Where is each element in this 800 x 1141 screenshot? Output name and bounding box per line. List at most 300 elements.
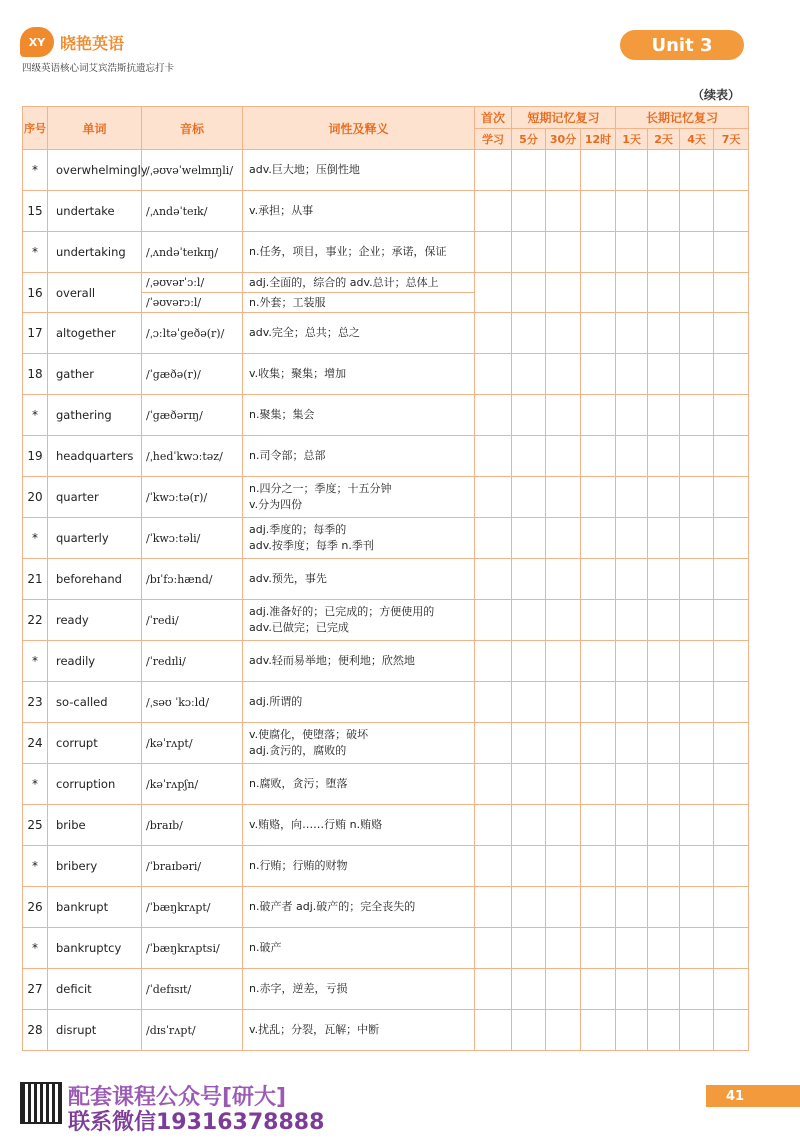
row-definition: [243, 518, 475, 559]
review-checkbox-cell: [546, 436, 581, 477]
review-checkbox-cell: [581, 928, 616, 969]
definition-line: adj.全面的，综合的 adv.总计；总体上: [249, 275, 439, 289]
table-row: [23, 150, 749, 191]
table-row: [23, 805, 749, 846]
row-phonetic: /ˈdefɪsɪt/: [142, 969, 243, 1010]
review-checkbox-cell: [512, 887, 546, 928]
review-checkbox-cell: [714, 395, 749, 436]
review-checkbox-cell: [680, 395, 714, 436]
logo-text: 晓艳英语: [60, 33, 125, 53]
review-checkbox-cell: [475, 846, 512, 887]
review-checkbox-cell: [616, 232, 648, 273]
row-phonetic: /ˌəʊvərˈɔːl/: [142, 273, 243, 293]
review-checkbox-cell: [581, 805, 616, 846]
table-row: [23, 354, 749, 395]
review-checkbox-cell: [546, 559, 581, 600]
review-checkbox-cell: [546, 191, 581, 232]
col-long-7d: 7天: [714, 129, 749, 150]
row-definition: [243, 764, 475, 805]
logo-mark: XY: [20, 27, 54, 57]
review-checkbox-cell: [581, 436, 616, 477]
row-definition: [243, 1010, 475, 1051]
row-phonetic: /ˌhedˈkwɔːtəz/: [142, 436, 243, 477]
review-checkbox-cell: [680, 887, 714, 928]
row-word: gather: [48, 354, 142, 395]
row-word: disrupt: [48, 1010, 142, 1051]
table-row: [23, 969, 749, 1010]
row-phonetic: /dɪsˈrʌpt/: [142, 1010, 243, 1051]
row-number: *: [23, 846, 48, 887]
row-number: *: [23, 150, 48, 191]
review-checkbox-cell: [512, 436, 546, 477]
review-checkbox-cell: [714, 1010, 749, 1051]
row-phonetic-alt: /ˈəʊvərɔːl/: [142, 293, 243, 313]
review-checkbox-cell: [581, 559, 616, 600]
vocab-table: [22, 106, 749, 1051]
definition-line: v.分为四份: [249, 498, 303, 511]
review-checkbox-cell: [680, 764, 714, 805]
review-checkbox-cell: [714, 641, 749, 682]
review-checkbox-cell: [648, 846, 680, 887]
row-definition: [243, 887, 475, 928]
review-checkbox-cell: [714, 354, 749, 395]
row-number: 20: [23, 477, 48, 518]
review-checkbox-cell: [648, 150, 680, 191]
review-checkbox-cell: [680, 150, 714, 191]
col-definition: 词性及释义: [243, 107, 475, 150]
definition-line: adv.预先，事先: [249, 572, 327, 585]
table-row: [23, 559, 749, 600]
review-checkbox-cell: [546, 313, 581, 354]
row-definition: [243, 232, 475, 273]
review-checkbox-cell: [475, 969, 512, 1010]
review-checkbox-cell: [648, 395, 680, 436]
review-checkbox-cell: [512, 273, 546, 313]
review-checkbox-cell: [680, 723, 714, 764]
table-row: [23, 641, 749, 682]
review-checkbox-cell: [714, 600, 749, 641]
review-checkbox-cell: [714, 928, 749, 969]
review-checkbox-cell: [512, 150, 546, 191]
col-seq: 序号: [23, 107, 48, 150]
review-checkbox-cell: [475, 477, 512, 518]
review-checkbox-cell: [546, 1010, 581, 1051]
row-definition: [243, 600, 475, 641]
row-phonetic: /ˈkwɔːtə(r)/: [142, 477, 243, 518]
row-phonetic: /ˈbraɪbəri/: [142, 846, 243, 887]
review-checkbox-cell: [616, 887, 648, 928]
review-checkbox-cell: [581, 764, 616, 805]
review-checkbox-cell: [680, 600, 714, 641]
review-checkbox-cell: [475, 887, 512, 928]
review-checkbox-cell: [648, 723, 680, 764]
row-number: 27: [23, 969, 48, 1010]
review-checkbox-cell: [680, 191, 714, 232]
review-checkbox-cell: [475, 150, 512, 191]
row-phonetic: /ˈredɪli/: [142, 641, 243, 682]
review-checkbox-cell: [714, 150, 749, 191]
row-phonetic: /ˈgæðərɪŋ/: [142, 395, 243, 436]
definition-line: adj.所谓的: [249, 695, 303, 708]
row-word: ready: [48, 600, 142, 641]
review-checkbox-cell: [714, 682, 749, 723]
review-checkbox-cell: [648, 191, 680, 232]
unit-badge: Unit 3: [620, 30, 744, 60]
definition-line: n.任务，项目，事业；企业；承诺，保证: [249, 245, 447, 258]
row-phonetic: /ˌɔːltəˈgeðə(r)/: [142, 313, 243, 354]
row-number: 23: [23, 682, 48, 723]
review-checkbox-cell: [512, 928, 546, 969]
review-checkbox-cell: [546, 477, 581, 518]
review-checkbox-cell: [475, 559, 512, 600]
review-checkbox-cell: [475, 191, 512, 232]
definition-line: adv.已做完；已完成: [249, 621, 349, 634]
row-number: 26: [23, 887, 48, 928]
review-checkbox-cell: [680, 518, 714, 559]
row-number: 17: [23, 313, 48, 354]
review-checkbox-cell: [680, 969, 714, 1010]
review-checkbox-cell: [581, 723, 616, 764]
review-checkbox-cell: [714, 518, 749, 559]
definition-line: n.腐败，贪污；堕落: [249, 777, 348, 790]
row-phonetic: /ˈgæðə(r)/: [142, 354, 243, 395]
row-definition: [243, 313, 475, 354]
review-checkbox-cell: [581, 354, 616, 395]
row-phonetic: /kəˈrʌpʃn/: [142, 764, 243, 805]
review-checkbox-cell: [616, 969, 648, 1010]
col-short-30min: 30分: [546, 129, 581, 150]
table-row: [23, 928, 749, 969]
row-word: bribery: [48, 846, 142, 887]
review-checkbox-cell: [581, 477, 616, 518]
row-number: 21: [23, 559, 48, 600]
definition-line: n.赤字，逆差，亏损: [249, 982, 348, 995]
review-checkbox-cell: [512, 641, 546, 682]
row-phonetic: /ˌʌndəˈteɪk/: [142, 191, 243, 232]
col-short-12h: 12时: [581, 129, 616, 150]
row-number: *: [23, 764, 48, 805]
review-checkbox-cell: [648, 232, 680, 273]
definition-line: adv.巨大地；压倒性地: [249, 163, 360, 176]
review-checkbox-cell: [546, 969, 581, 1010]
row-number: *: [23, 928, 48, 969]
row-definition: [243, 969, 475, 1010]
definition-line: adv.按季度；每季 n.季刊: [249, 539, 374, 552]
row-word: bankrupt: [48, 887, 142, 928]
definition-line: n.聚集；集会: [249, 408, 315, 421]
review-checkbox-cell: [475, 1010, 512, 1051]
review-checkbox-cell: [714, 273, 749, 313]
row-definition: [243, 150, 475, 191]
review-checkbox-cell: [512, 354, 546, 395]
review-checkbox-cell: [680, 273, 714, 313]
review-checkbox-cell: [512, 395, 546, 436]
definition-line: n.外套；工装服: [249, 295, 326, 309]
review-checkbox-cell: [475, 682, 512, 723]
review-checkbox-cell: [616, 805, 648, 846]
row-word: undertaking: [48, 232, 142, 273]
review-checkbox-cell: [546, 273, 581, 313]
definition-line: n.行贿；行贿的财物: [249, 859, 348, 872]
row-phonetic: /ˈkwɔːtəli/: [142, 518, 243, 559]
row-word: readily: [48, 641, 142, 682]
review-checkbox-cell: [680, 1010, 714, 1051]
review-checkbox-cell: [581, 518, 616, 559]
review-checkbox-cell: [546, 150, 581, 191]
review-checkbox-cell: [648, 559, 680, 600]
table-row: [23, 395, 749, 436]
review-checkbox-cell: [512, 846, 546, 887]
review-checkbox-cell: [475, 805, 512, 846]
review-checkbox-cell: [581, 600, 616, 641]
col-long-review: 长期记忆复习: [616, 107, 749, 129]
review-checkbox-cell: [512, 764, 546, 805]
row-number: 15: [23, 191, 48, 232]
definition-line: v.扰乱；分裂，瓦解；中断: [249, 1023, 380, 1036]
review-checkbox-cell: [581, 969, 616, 1010]
row-phonetic: /ˌʌndəˈteɪkɪŋ/: [142, 232, 243, 273]
row-definition: [243, 723, 475, 764]
review-checkbox-cell: [616, 682, 648, 723]
review-checkbox-cell: [475, 436, 512, 477]
row-definition: [243, 805, 475, 846]
review-checkbox-cell: [616, 928, 648, 969]
review-checkbox-cell: [546, 928, 581, 969]
row-number: *: [23, 232, 48, 273]
review-checkbox-cell: [680, 846, 714, 887]
table-row: [23, 313, 749, 354]
review-checkbox-cell: [475, 232, 512, 273]
row-definition: [243, 846, 475, 887]
review-checkbox-cell: [616, 559, 648, 600]
review-checkbox-cell: [475, 928, 512, 969]
review-checkbox-cell: [546, 518, 581, 559]
definition-line: adj.季度的；每季的: [249, 523, 347, 536]
row-number: 19: [23, 436, 48, 477]
review-checkbox-cell: [648, 764, 680, 805]
table-row: [23, 600, 749, 641]
row-word: quarterly: [48, 518, 142, 559]
review-checkbox-cell: [616, 723, 648, 764]
definition-line: adj.贪污的，腐败的: [249, 744, 347, 757]
review-checkbox-cell: [680, 477, 714, 518]
row-word: overall: [48, 273, 142, 313]
review-checkbox-cell: [648, 887, 680, 928]
definition-line: v.贿赂，向……行贿 n.贿赂: [249, 818, 383, 831]
row-number: 28: [23, 1010, 48, 1051]
review-checkbox-cell: [648, 354, 680, 395]
row-word: headquarters: [48, 436, 142, 477]
review-checkbox-cell: [546, 764, 581, 805]
row-definition: [243, 559, 475, 600]
row-definition: [243, 354, 475, 395]
review-checkbox-cell: [512, 805, 546, 846]
review-checkbox-cell: [581, 887, 616, 928]
review-checkbox-cell: [714, 887, 749, 928]
table-row: [23, 232, 749, 273]
review-checkbox-cell: [512, 969, 546, 1010]
row-number: 25: [23, 805, 48, 846]
review-checkbox-cell: [714, 313, 749, 354]
col-first-study-top: 首次: [475, 107, 512, 129]
review-checkbox-cell: [714, 805, 749, 846]
review-checkbox-cell: [581, 846, 616, 887]
row-word: corrupt: [48, 723, 142, 764]
review-checkbox-cell: [680, 559, 714, 600]
page-number: 41: [706, 1085, 800, 1107]
col-long-2d: 2天: [648, 129, 680, 150]
review-checkbox-cell: [512, 559, 546, 600]
review-checkbox-cell: [648, 969, 680, 1010]
row-phonetic: /ˈbæŋkrʌpt/: [142, 887, 243, 928]
row-definition: [243, 395, 475, 436]
review-checkbox-cell: [581, 191, 616, 232]
table-row: [23, 518, 749, 559]
row-number: 24: [23, 723, 48, 764]
review-checkbox-cell: [512, 477, 546, 518]
table-row: [23, 887, 749, 928]
review-checkbox-cell: [475, 354, 512, 395]
definition-line: n.破产: [249, 941, 282, 954]
review-checkbox-cell: [648, 436, 680, 477]
definition-line: adv.轻而易举地；便利地；欣然地: [249, 654, 415, 667]
table-row: [23, 846, 749, 887]
review-checkbox-cell: [546, 723, 581, 764]
review-checkbox-cell: [616, 436, 648, 477]
col-long-1d: 1天: [616, 129, 648, 150]
promo-line-2: 联系微信19316378888: [68, 1110, 325, 1135]
row-word: altogether: [48, 313, 142, 354]
review-checkbox-cell: [546, 846, 581, 887]
review-checkbox-cell: [546, 805, 581, 846]
table-row: [23, 273, 749, 293]
review-checkbox-cell: [616, 354, 648, 395]
review-checkbox-cell: [680, 805, 714, 846]
row-number: 16: [23, 273, 48, 313]
review-checkbox-cell: [512, 1010, 546, 1051]
row-word: so-called: [48, 682, 142, 723]
review-checkbox-cell: [546, 682, 581, 723]
review-checkbox-cell: [648, 641, 680, 682]
table-row: [23, 191, 749, 232]
review-checkbox-cell: [581, 313, 616, 354]
row-phonetic: /ˌəʊvəˈwelmɪŋli/: [142, 150, 243, 191]
review-checkbox-cell: [616, 313, 648, 354]
review-checkbox-cell: [714, 436, 749, 477]
row-definition: [243, 436, 475, 477]
review-checkbox-cell: [581, 395, 616, 436]
row-number: *: [23, 518, 48, 559]
definition-line: v.承担；从事: [249, 204, 314, 217]
review-checkbox-cell: [648, 313, 680, 354]
row-definition: [243, 191, 475, 232]
qr-code-icon: [20, 1082, 62, 1124]
row-phonetic: /kəˈrʌpt/: [142, 723, 243, 764]
review-checkbox-cell: [680, 313, 714, 354]
review-checkbox-cell: [616, 273, 648, 313]
review-checkbox-cell: [546, 600, 581, 641]
review-checkbox-cell: [475, 600, 512, 641]
definition-line: adj.准备好的；已完成的；方便使用的: [249, 605, 435, 618]
review-checkbox-cell: [648, 928, 680, 969]
review-checkbox-cell: [648, 682, 680, 723]
row-number: 18: [23, 354, 48, 395]
review-checkbox-cell: [680, 928, 714, 969]
review-checkbox-cell: [512, 723, 546, 764]
review-checkbox-cell: [648, 805, 680, 846]
review-checkbox-cell: [648, 477, 680, 518]
review-checkbox-cell: [714, 232, 749, 273]
review-checkbox-cell: [648, 600, 680, 641]
review-checkbox-cell: [616, 191, 648, 232]
review-checkbox-cell: [714, 723, 749, 764]
review-checkbox-cell: [581, 150, 616, 191]
page-subtitle: 四级英语核心词艾宾浩斯抗遗忘打卡: [22, 63, 175, 74]
review-checkbox-cell: [680, 354, 714, 395]
review-checkbox-cell: [512, 313, 546, 354]
row-word: bribe: [48, 805, 142, 846]
continued-label: （续表）: [691, 88, 740, 102]
row-phonetic: /ˌsəʊ ˈkɔːld/: [142, 682, 243, 723]
table-row: [23, 764, 749, 805]
row-definition: [243, 273, 475, 293]
review-checkbox-cell: [475, 641, 512, 682]
review-checkbox-cell: [475, 395, 512, 436]
row-phonetic: /ˈbæŋkrʌptsi/: [142, 928, 243, 969]
review-checkbox-cell: [475, 518, 512, 559]
review-checkbox-cell: [680, 641, 714, 682]
review-checkbox-cell: [546, 887, 581, 928]
row-definition-alt: [243, 293, 475, 313]
review-checkbox-cell: [616, 150, 648, 191]
review-checkbox-cell: [512, 191, 546, 232]
review-checkbox-cell: [616, 518, 648, 559]
col-first-study-bottom: 学习: [475, 129, 512, 150]
review-checkbox-cell: [680, 436, 714, 477]
review-checkbox-cell: [648, 273, 680, 313]
col-short-5min: 5分: [512, 129, 546, 150]
row-definition: [243, 682, 475, 723]
review-checkbox-cell: [616, 600, 648, 641]
review-checkbox-cell: [512, 600, 546, 641]
review-checkbox-cell: [714, 477, 749, 518]
review-checkbox-cell: [581, 232, 616, 273]
review-checkbox-cell: [475, 723, 512, 764]
review-checkbox-cell: [512, 682, 546, 723]
col-phonetic: 音标: [142, 107, 243, 150]
review-checkbox-cell: [648, 518, 680, 559]
definition-line: n.司令部；总部: [249, 449, 326, 462]
row-word: corruption: [48, 764, 142, 805]
review-checkbox-cell: [616, 1010, 648, 1051]
review-checkbox-cell: [475, 313, 512, 354]
table-row: [23, 1010, 749, 1051]
review-checkbox-cell: [714, 191, 749, 232]
col-long-4d: 4天: [680, 129, 714, 150]
definition-line: n.四分之一；季度；十五分钟: [249, 482, 392, 495]
definition-line: adv.完全；总共；总之: [249, 326, 360, 339]
row-phonetic: /braɪb/: [142, 805, 243, 846]
review-checkbox-cell: [546, 232, 581, 273]
review-checkbox-cell: [546, 395, 581, 436]
row-word: beforehand: [48, 559, 142, 600]
review-checkbox-cell: [475, 273, 512, 313]
row-number: 22: [23, 600, 48, 641]
review-checkbox-cell: [616, 846, 648, 887]
table-row: [23, 723, 749, 764]
review-checkbox-cell: [714, 764, 749, 805]
row-definition: [243, 928, 475, 969]
